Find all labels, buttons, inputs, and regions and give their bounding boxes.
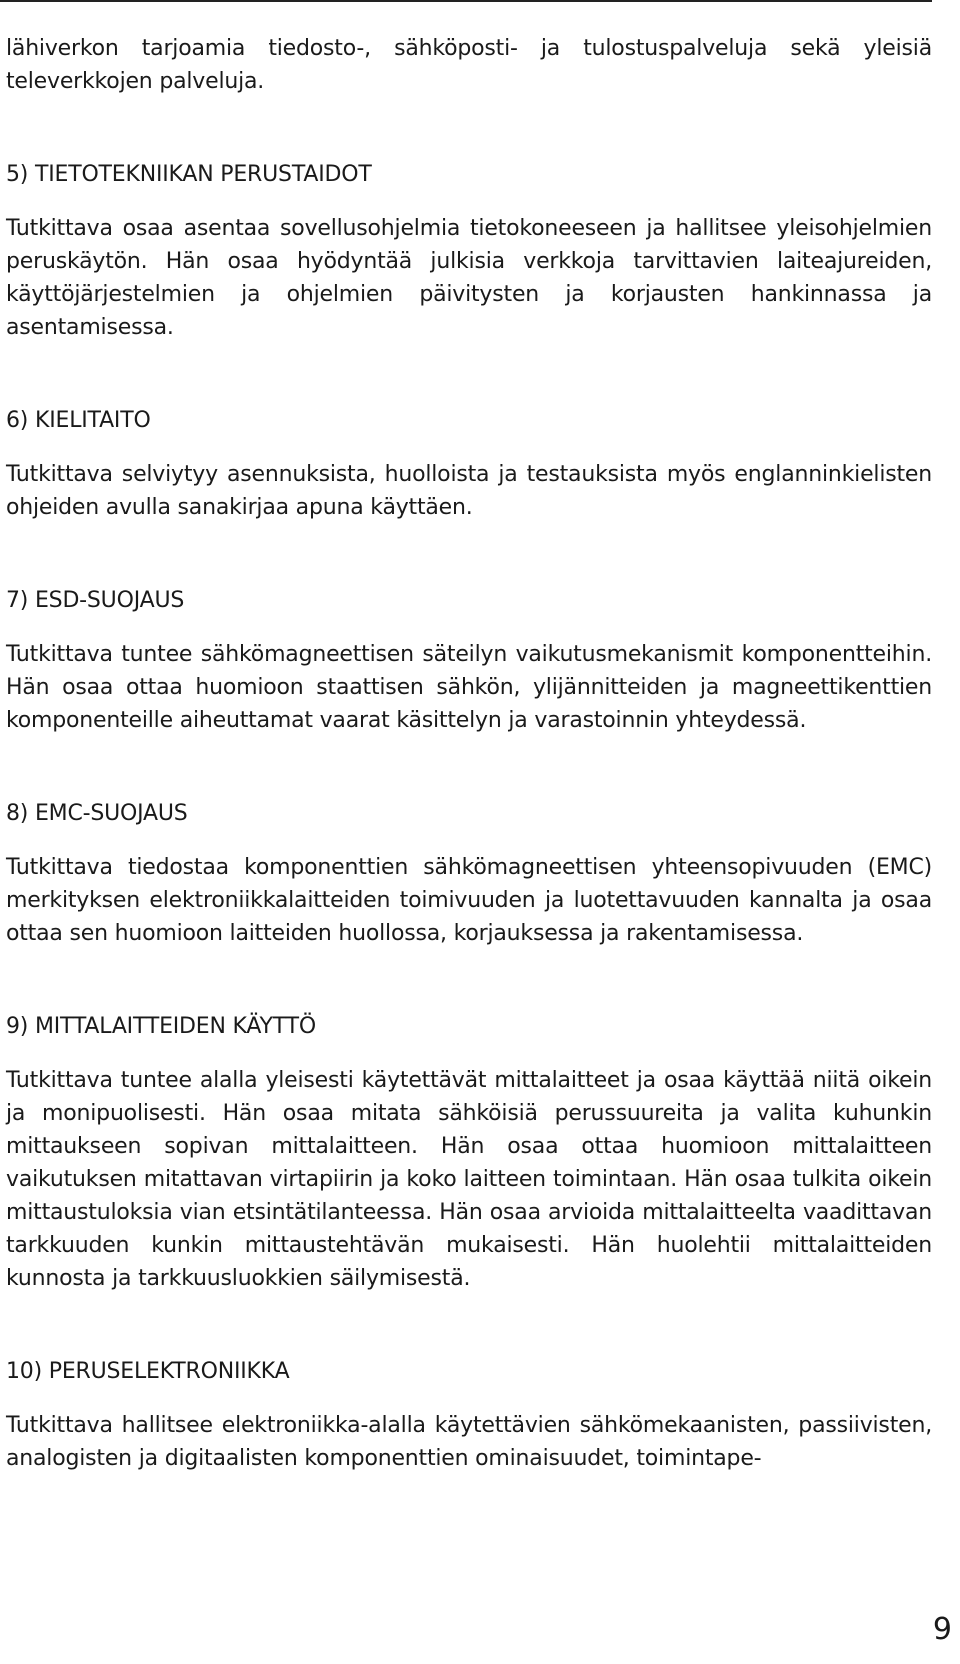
- section-peruselektroniikka: [6, 1355, 932, 1475]
- section-heading: 10) PERUSELEKTRONIIKKA: [6, 1359, 290, 1384]
- section-mittalaitteiden-kaytto: [6, 1010, 932, 1295]
- section-body: Tutkittava osaa asentaa sovellusohjelmia tietokoneeseen ja hallitsee yleisohjelmien peruskäytön. Hän osaa hyödyntää julkisia verkkoja tarvittavien laiteajureiden, käyttöjärjestelmien ja ohjelmien päivitysten ja korjausten hankinnassa ja asentamisessa.: [6, 216, 932, 340]
- section-heading: 9) MITTALAITTEIDEN KÄYTTÖ: [6, 1014, 316, 1039]
- section-body: Tutkittava selviytyy asennuksista, huolloista ja testauksista myös englanninkielisten ohjeiden avulla sanakirjaa apuna käyttäen.: [6, 462, 932, 520]
- page-number: 9: [932, 1612, 952, 1647]
- section-esd-suojaus: [6, 584, 932, 737]
- section-heading: 6) KIELITAITO: [6, 408, 151, 433]
- section-body: Tutkittava tiedostaa komponenttien sähkömagneettisen yhteensopivuuden (EMC) merkityksen elektroniikkalaitteiden toimivuuden ja luotettavuuden kannalta ja osaa ottaa sen huomioon laitteiden huollossa, korjauksessa ja rakentamisessa.: [6, 855, 932, 946]
- top-rule: [0, 0, 932, 2]
- intro-paragraph: lähiverkon tarjoamia tiedosto-, sähköposti- ja tulostuspalveluja sekä yleisiä televerkkojen palveluja.: [6, 36, 932, 94]
- section-heading: 8) EMC-SUOJAUS: [6, 801, 188, 826]
- section-tietotekniikan-perustaidot: [6, 158, 932, 344]
- section-heading: 5) TIETOTEKNIIKAN PERUSTAIDOT: [6, 162, 372, 187]
- section-body: Tutkittava tuntee alalla yleisesti käytettävät mittalaitteet ja osaa käyttää niitä oikein ja monipuolisesti. Hän osaa mitata sähköisiä perussuureita ja valita kuhunkin mittaukseen sopivan mittalaitteen. Hän osaa ottaa huomioon mittalaitteen vaikutuksen mitattavan virtapiirin ja koko laitteen toimintaan. Hän osaa tulkita oikein mittaustuloksia vian etsintätilanteessa. Hän osaa arvioida mittalaitteelta vaadittavan tarkkuuden kunkin mittaustehtävän mukaisesti. Hän huolehtii mittalaitteiden kunnosta ja tarkkuusluokkien säilymisestä.: [6, 1068, 932, 1291]
- section-body: Tutkittava tuntee sähkömagneettisen säteilyn vaikutusmekanismit komponentteihin. Hän osaa ottaa huomioon staattisen sähkön, ylijännitteiden ja magneettikenttien komponenteille aiheuttamat vaarat käsittelyn ja varastoinnin yhteydessä.: [6, 642, 932, 733]
- section-emc-suojaus: [6, 797, 932, 950]
- page-content: [6, 32, 932, 1475]
- section-body: Tutkittava hallitsee elektroniikka-alalla käytettävien sähkömekaanisten, passiivisten, analogisten ja digitaalisten komponenttien ominaisuudet, toimintape-: [6, 1413, 932, 1471]
- section-heading: 7) ESD-SUOJAUS: [6, 588, 185, 613]
- section-kielitaito: [6, 404, 932, 524]
